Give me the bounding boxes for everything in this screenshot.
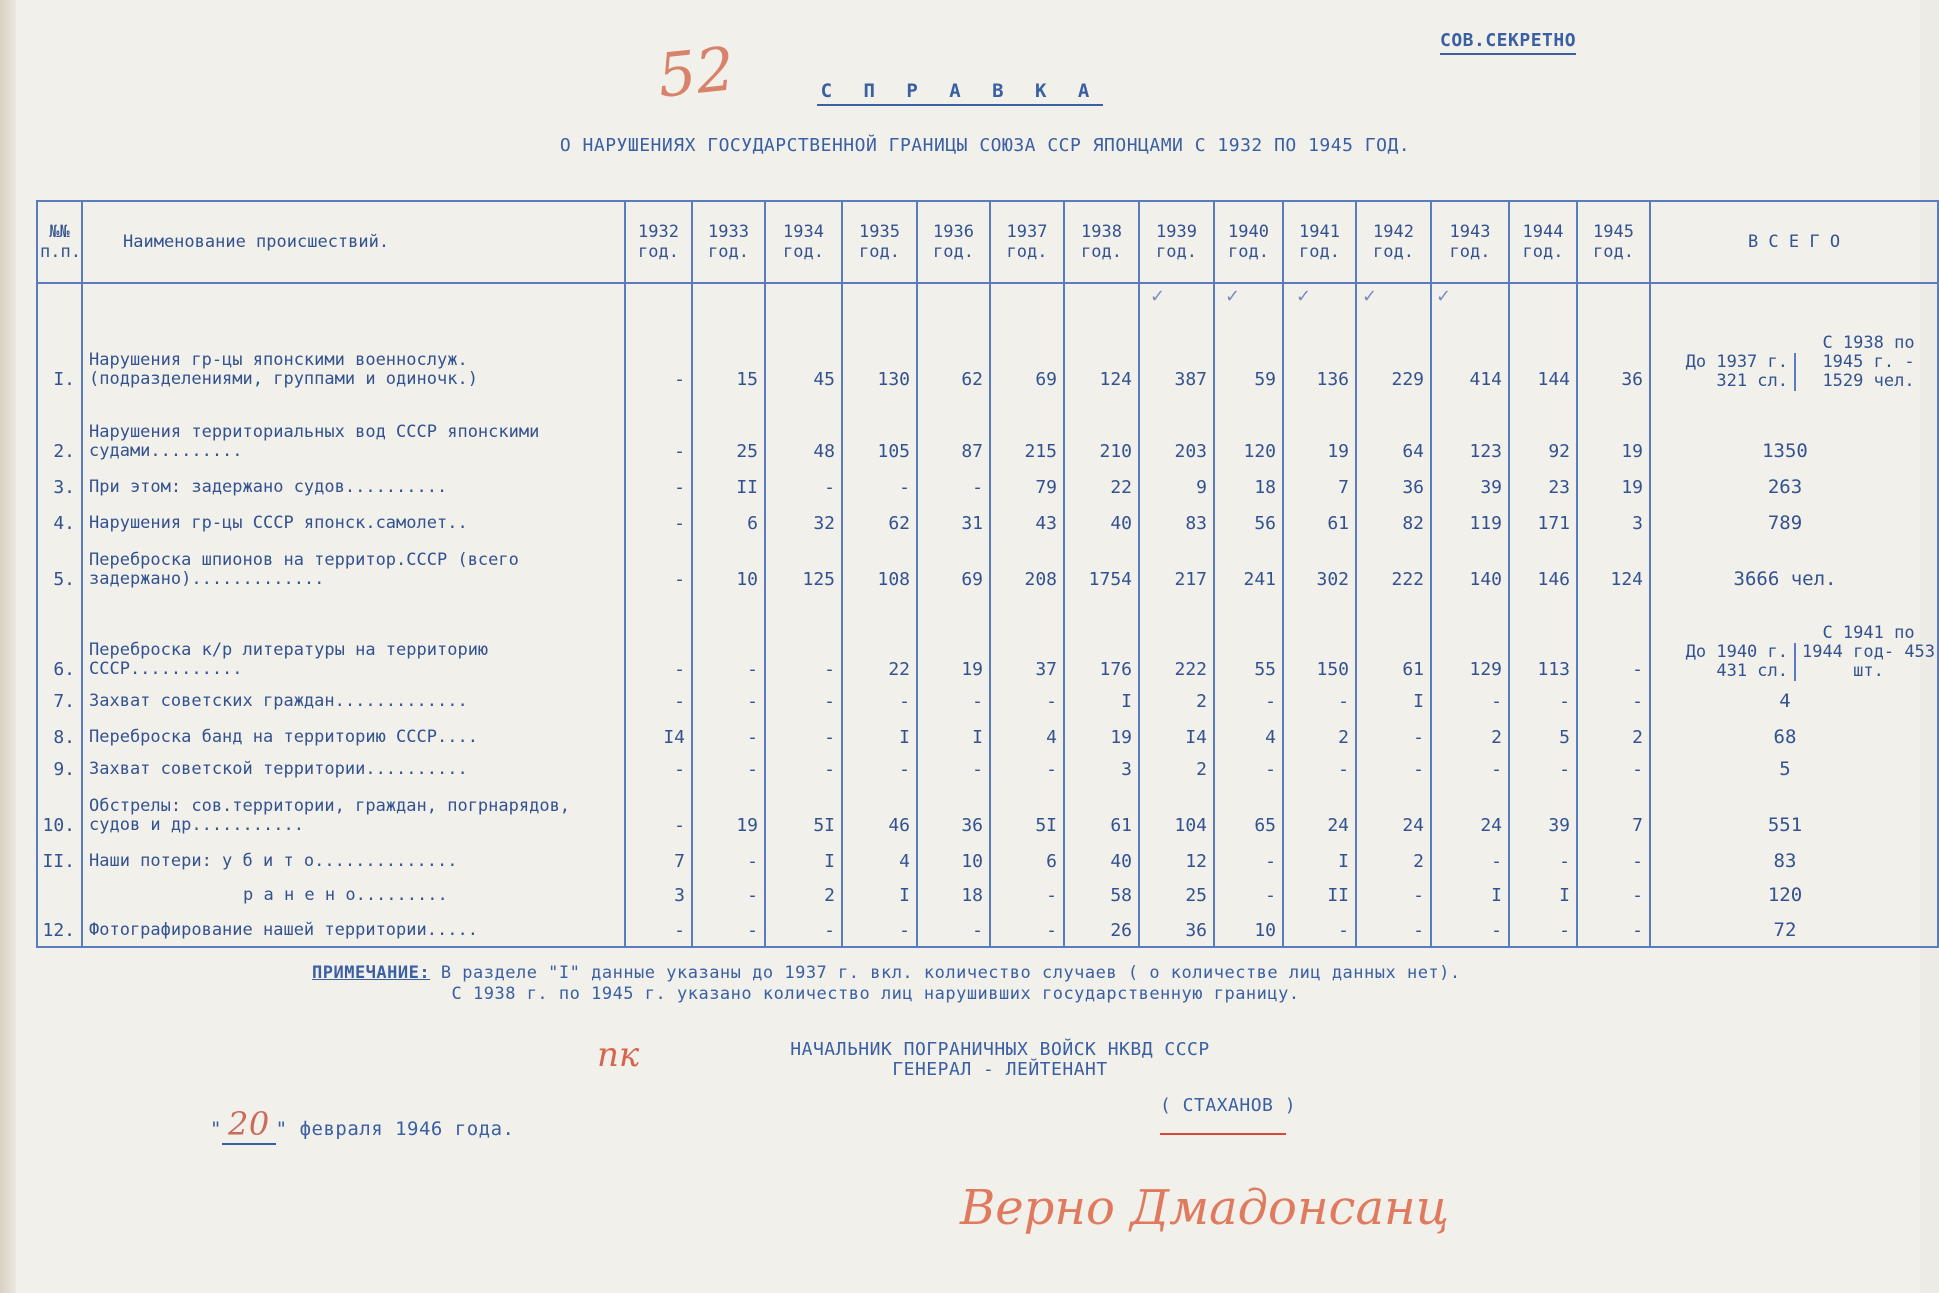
row-description: Нарушения гр-цы японскими военнослуж. (подразделениями, группами и одиночк.) [82, 283, 625, 395]
year-value-cell: - [917, 467, 990, 503]
table-row [37, 685, 1938, 717]
year-value-cell: 24 [1283, 785, 1356, 841]
year-value-cell: 302 [1283, 539, 1356, 595]
document-subtitle: О НАРУШЕНИЯХ ГОСУДАРСТВЕННОЙ ГРАНИЦЫ СОЮЗА ССР ЯПОНЦАМИ С 1932 ПО 1945 ГОД. [559, 135, 1411, 156]
year-value-cell: I [842, 877, 917, 911]
year-value-cell: 6 [990, 841, 1064, 877]
year-value-cell: - [625, 753, 692, 785]
year-value-cell: 2 [1577, 717, 1650, 753]
year-value-cell: 2 [1283, 717, 1356, 753]
year-value-cell: 36 [1356, 467, 1431, 503]
year-value-cell: 125 [765, 539, 842, 595]
year-value-cell: - [625, 539, 692, 595]
column-header-year: 1932 год. [625, 201, 692, 283]
year-value-cell: 24 [1431, 785, 1509, 841]
year-value-cell: 6 [692, 503, 765, 539]
year-value-cell: 10 [1214, 911, 1283, 947]
year-value-cell: - [765, 685, 842, 717]
year-value-cell: - [625, 911, 692, 947]
row-number: I. [37, 283, 82, 395]
year-value-cell: 19 [1577, 467, 1650, 503]
row-description: Переброска к/р литературы на территорию СССР........... [82, 595, 625, 685]
total-cell: 3666 чел. [1650, 539, 1938, 595]
footnote-label: ПРИМЕЧАНИЕ: [312, 963, 431, 983]
year-value-cell: 45 [765, 283, 842, 395]
year-value-cell: 203 [1139, 395, 1214, 467]
year-value-cell: 130 [842, 283, 917, 395]
row-description: Переброска шпионов на территор.СССР (всего задержано)............. [82, 539, 625, 595]
table-row [37, 841, 1938, 877]
year-value-cell: - [1509, 911, 1577, 947]
total-cell: 1350 [1650, 395, 1938, 467]
table-row [37, 911, 1938, 947]
year-value-cell: - [1214, 877, 1283, 911]
year-value-cell: 104 [1139, 785, 1214, 841]
signature-line [1160, 1133, 1286, 1135]
year-value-cell: 39 [1509, 785, 1577, 841]
total-cell: 789 [1650, 503, 1938, 539]
year-value-cell: - [1356, 877, 1431, 911]
year-value-cell: 59 [1214, 283, 1283, 395]
check-mark-icon: ✓ [1296, 286, 1312, 307]
year-value-cell: 61 [1356, 595, 1431, 685]
year-value-cell: 61 [1064, 785, 1139, 841]
year-value-cell: - [842, 467, 917, 503]
year-value-cell: - [1509, 841, 1577, 877]
year-value-cell: 4 [990, 717, 1064, 753]
year-value-cell: - [1214, 685, 1283, 717]
year-value-cell: 119 [1431, 503, 1509, 539]
row-description: Захват советской территории.......... [82, 753, 625, 785]
year-value-cell: - [990, 685, 1064, 717]
year-value-cell: 24 [1356, 785, 1431, 841]
year-value-cell: 36 [1139, 911, 1214, 947]
row-number: 8. [37, 717, 82, 753]
date-day: 20 [222, 1105, 276, 1145]
table-row [37, 717, 1938, 753]
year-value-cell: 48 [765, 395, 842, 467]
year-value-cell: - [1509, 753, 1577, 785]
total-split [1651, 334, 1937, 395]
year-value-cell: 61 [1283, 503, 1356, 539]
year-value-cell: 25 [692, 395, 765, 467]
year-value-cell: I [1064, 685, 1139, 717]
total-before: До 1940 г. 431 сл. [1651, 643, 1796, 681]
total-before: До 1937 г. 321 сл. [1651, 353, 1796, 391]
row-number: 7. [37, 685, 82, 717]
year-value-cell: 56 [1214, 503, 1283, 539]
year-value-cell: - [692, 595, 765, 685]
year-value-cell: - [1577, 685, 1650, 717]
year-value-cell: 64 [1356, 395, 1431, 467]
check-mark-icon: ✓ [1225, 286, 1241, 307]
table-row [37, 785, 1938, 841]
year-value-cell: - [1214, 841, 1283, 877]
year-value-cell: 40 [1064, 503, 1139, 539]
total-cell: 4 [1650, 685, 1938, 717]
year-value-cell: - [842, 685, 917, 717]
handwritten-initials: пк [597, 1035, 640, 1075]
year-value-cell: 26 [1064, 911, 1139, 947]
year-value-cell: - [765, 467, 842, 503]
footnote [312, 963, 1461, 1005]
year-value-cell: - [1431, 753, 1509, 785]
year-value-cell: - [917, 911, 990, 947]
year-value-cell: 37 [990, 595, 1064, 685]
year-value-cell: 5 [1509, 717, 1577, 753]
year-value-cell: I4 [625, 717, 692, 753]
year-value-cell: - [842, 911, 917, 947]
year-value-cell: - [625, 595, 692, 685]
year-value-cell: 222 [1139, 595, 1214, 685]
year-value-cell: - [1283, 685, 1356, 717]
year-value-cell: - [1356, 911, 1431, 947]
year-value-cell: 22 [842, 595, 917, 685]
year-value-cell: - [1214, 753, 1283, 785]
row-number: 5. [37, 539, 82, 595]
year-value-cell: - [990, 753, 1064, 785]
signatory-rank: ГЕНЕРАЛ - ЛЕЙТЕНАНТ [892, 1059, 1108, 1080]
row-number: 6. [37, 595, 82, 685]
year-value-cell: - [1431, 911, 1509, 947]
table-row [37, 283, 1938, 395]
year-value-cell: 69 [917, 539, 990, 595]
year-value-cell: 129 [1431, 595, 1509, 685]
column-header-year: 1942 год. [1356, 201, 1431, 283]
year-value-cell: 215 [990, 395, 1064, 467]
year-value-cell: 9 [1139, 467, 1214, 503]
year-value-cell: - [990, 911, 1064, 947]
year-value-cell: 1754 [1064, 539, 1139, 595]
document-title [0, 80, 1920, 102]
year-value-cell: 5I [990, 785, 1064, 841]
total-split-cell [1650, 283, 1938, 395]
total-split [1651, 624, 1937, 685]
year-value-cell: 210 [1064, 395, 1139, 467]
year-value-cell: - [1283, 753, 1356, 785]
year-value-cell: 2 [1356, 841, 1431, 877]
year-value-cell: 4 [842, 841, 917, 877]
year-value-cell: 124 [1577, 539, 1650, 595]
title-text: С П Р А В К А [817, 80, 1104, 106]
year-value-cell: - [692, 717, 765, 753]
date-rest: февраля 1946 года. [287, 1118, 515, 1140]
year-value-cell: I [1283, 841, 1356, 877]
row-description: При этом: задержано судов.......... [82, 467, 625, 503]
year-value-cell: 105 [842, 395, 917, 467]
table-row [37, 753, 1938, 785]
year-value-cell: 3 [625, 877, 692, 911]
year-value-cell: 136 [1283, 283, 1356, 395]
row-description: Обстрелы: сов.территории, граждан, погрнарядов, судов и др........... [82, 785, 625, 841]
year-value-cell: 19 [1283, 395, 1356, 467]
total-after: С 1941 по 1944 год- 453 шт. [1801, 623, 1936, 681]
year-value-cell: 79 [990, 467, 1064, 503]
table-row [37, 595, 1938, 685]
year-value-cell: 40 [1064, 841, 1139, 877]
year-value-cell: 19 [1577, 395, 1650, 467]
table-header-row [37, 201, 1938, 283]
year-value-cell: 58 [1064, 877, 1139, 911]
year-value-cell: 22 [1064, 467, 1139, 503]
column-header-year: 1944 год. [1509, 201, 1577, 283]
year-value-cell: - [692, 911, 765, 947]
row-number: 9. [37, 753, 82, 785]
year-value-cell: 92 [1509, 395, 1577, 467]
column-header-year: 1939 год. [1139, 201, 1214, 283]
year-value-cell: I [1509, 877, 1577, 911]
year-value-cell: - [625, 503, 692, 539]
year-value-cell: 12 [1139, 841, 1214, 877]
year-value-cell: 18 [917, 877, 990, 911]
year-value-cell: - [625, 785, 692, 841]
table-row [37, 877, 1938, 911]
year-value-cell: 39 [1431, 467, 1509, 503]
signer-name: ( СТАХАНОВ ) [1160, 1095, 1297, 1116]
row-number: II. [37, 841, 82, 877]
total-cell: 5 [1650, 753, 1938, 785]
year-value-cell: - [1431, 685, 1509, 717]
year-value-cell: - [1577, 841, 1650, 877]
year-value-cell: 10 [917, 841, 990, 877]
column-header-total: В С Е Г О [1650, 201, 1938, 283]
year-value-cell: - [765, 911, 842, 947]
year-value-cell: - [765, 595, 842, 685]
year-value-cell: 19 [917, 595, 990, 685]
row-description: Переброска банд на территорию СССР.... [82, 717, 625, 753]
year-value-cell: 10 [692, 539, 765, 595]
year-value-cell: - [765, 753, 842, 785]
total-cell: 263 [1650, 467, 1938, 503]
year-value-cell: 208 [990, 539, 1064, 595]
year-value-cell: 36 [917, 785, 990, 841]
total-cell: 83 [1650, 841, 1938, 877]
row-number [37, 877, 82, 911]
year-value-cell: 7 [625, 841, 692, 877]
row-number: 4. [37, 503, 82, 539]
page-edge [0, 0, 16, 1293]
column-header-year: 1933 год. [692, 201, 765, 283]
table-row [37, 467, 1938, 503]
year-value-cell: 46 [842, 785, 917, 841]
row-description: Нарушения гр-цы СССР японск.самолет.. [82, 503, 625, 539]
year-value-cell: 19 [1064, 717, 1139, 753]
year-value-cell: 65 [1214, 785, 1283, 841]
footnote-text: В разделе "I" данные указаны до 1937 г. вкл. количество случаев ( о количестве лиц данных нет). С 1938 г. по 1945 г. указано количество лиц нарушивших государственную границу. [440, 963, 1461, 1004]
table-row [37, 395, 1938, 467]
year-value-cell: 176 [1064, 595, 1139, 685]
year-value-cell: 146 [1509, 539, 1577, 595]
year-value-cell: 144 [1509, 283, 1577, 395]
year-value-cell: - [1431, 841, 1509, 877]
year-value-cell: 2 [1139, 753, 1214, 785]
year-value-cell: - [625, 685, 692, 717]
year-value-cell: 36 [1577, 283, 1650, 395]
check-mark-icon: ✓ [1150, 286, 1166, 307]
row-description: Нарушения территориальных вод СССР японскими судами......... [82, 395, 625, 467]
column-header-name: Наименование происшествий. [82, 201, 625, 283]
year-value-cell: 3 [1064, 753, 1139, 785]
year-value-cell: 222 [1356, 539, 1431, 595]
year-value-cell: I4 [1139, 717, 1214, 753]
row-description: Наши потери: у б и т о.............. [82, 841, 625, 877]
row-description: Фотографирование нашей территории..... [82, 911, 625, 947]
year-value-cell: 217 [1139, 539, 1214, 595]
year-value-cell: - [765, 717, 842, 753]
column-header-year: 1935 год. [842, 201, 917, 283]
year-value-cell: 55 [1214, 595, 1283, 685]
year-value-cell: 82 [1356, 503, 1431, 539]
year-value-cell: 5I [765, 785, 842, 841]
year-value-cell: - [1509, 685, 1577, 717]
year-value-cell: 387 [1139, 283, 1214, 395]
violations-table [36, 200, 1939, 948]
total-after: С 1938 по 1945 г. - 1529 чел. [1822, 333, 1915, 391]
year-value-cell: - [990, 877, 1064, 911]
year-value-cell: I [1431, 877, 1509, 911]
year-value-cell: 150 [1283, 595, 1356, 685]
total-cell: 72 [1650, 911, 1938, 947]
year-value-cell: 83 [1139, 503, 1214, 539]
classification-stamp: СОВ.СЕКРЕТНО [1440, 30, 1576, 55]
column-header-year: 1941 год. [1283, 201, 1356, 283]
column-header-year: 1934 год. [765, 201, 842, 283]
document-date: " 20 " февраля 1946 года. [210, 1105, 515, 1143]
year-value-cell: 123 [1431, 395, 1509, 467]
check-mark-icon: ✓ [1436, 286, 1452, 307]
year-value-cell: 31 [917, 503, 990, 539]
column-header-year: 1936 год. [917, 201, 990, 283]
year-value-cell: - [692, 685, 765, 717]
column-header-year: 1938 год. [1064, 201, 1139, 283]
year-value-cell: - [625, 467, 692, 503]
year-value-cell: 414 [1431, 283, 1509, 395]
year-value-cell: - [625, 395, 692, 467]
year-value-cell: - [1577, 911, 1650, 947]
total-split-cell [1650, 595, 1938, 685]
year-value-cell: II [1283, 877, 1356, 911]
year-value-cell: 2 [765, 877, 842, 911]
year-value-cell: I [917, 717, 990, 753]
table-row [37, 503, 1938, 539]
year-value-cell: 113 [1509, 595, 1577, 685]
year-value-cell: 241 [1214, 539, 1283, 595]
year-value-cell: 2 [1139, 685, 1214, 717]
row-number: 2. [37, 395, 82, 467]
year-value-cell: - [917, 753, 990, 785]
year-value-cell: 18 [1214, 467, 1283, 503]
year-value-cell: I [765, 841, 842, 877]
year-value-cell: I [842, 717, 917, 753]
signatory-position: НАЧАЛЬНИК ПОГРАНИЧНЫХ ВОЙСК НКВД СССР [790, 1039, 1210, 1060]
year-value-cell: 19 [692, 785, 765, 841]
year-value-cell: 62 [917, 283, 990, 395]
year-value-cell: 87 [917, 395, 990, 467]
year-value-cell: 2 [1431, 717, 1509, 753]
row-description: р а н е н о......... [82, 877, 625, 911]
year-value-cell: 229 [1356, 283, 1431, 395]
total-cell: 68 [1650, 717, 1938, 753]
row-number: 3. [37, 467, 82, 503]
column-header-year: 1937 год. [990, 201, 1064, 283]
year-value-cell: - [692, 841, 765, 877]
year-value-cell: 171 [1509, 503, 1577, 539]
signatory-title [0, 1040, 1920, 1080]
column-header-number: №№ п.п. [37, 201, 82, 283]
year-value-cell: - [692, 753, 765, 785]
year-value-cell: 32 [765, 503, 842, 539]
year-value-cell: - [1356, 717, 1431, 753]
year-value-cell: 25 [1139, 877, 1214, 911]
year-value-cell: 69 [990, 283, 1064, 395]
year-value-cell: - [917, 685, 990, 717]
year-value-cell: 108 [842, 539, 917, 595]
year-value-cell: - [692, 877, 765, 911]
row-description: Захват советских граждан............. [82, 685, 625, 717]
handwritten-number: 52 [654, 34, 738, 112]
year-value-cell: - [1577, 753, 1650, 785]
row-number: 10. [37, 785, 82, 841]
check-mark-icon: ✓ [1362, 286, 1378, 307]
year-value-cell: 23 [1509, 467, 1577, 503]
year-value-cell: - [1356, 753, 1431, 785]
total-cell: 120 [1650, 877, 1938, 911]
year-value-cell: II [692, 467, 765, 503]
column-header-year: 1945 год. [1577, 201, 1650, 283]
year-value-cell: 140 [1431, 539, 1509, 595]
row-number: 12. [37, 911, 82, 947]
year-value-cell: 15 [692, 283, 765, 395]
year-value-cell: - [1577, 595, 1650, 685]
year-value-cell: 120 [1214, 395, 1283, 467]
year-value-cell: I [1356, 685, 1431, 717]
table-row [37, 539, 1938, 595]
year-value-cell: 7 [1283, 467, 1356, 503]
total-cell: 551 [1650, 785, 1938, 841]
year-value-cell: 4 [1214, 717, 1283, 753]
year-value-cell: - [1577, 877, 1650, 911]
year-value-cell: 124 [1064, 283, 1139, 395]
year-value-cell: 7 [1577, 785, 1650, 841]
year-value-cell: - [842, 753, 917, 785]
handwritten-signature: Верно Дмадонсанц [960, 1180, 1450, 1236]
year-value-cell: - [1283, 911, 1356, 947]
year-value-cell: 43 [990, 503, 1064, 539]
year-value-cell: 62 [842, 503, 917, 539]
year-value-cell: 3 [1577, 503, 1650, 539]
column-header-year: 1940 год. [1214, 201, 1283, 283]
year-value-cell: - [625, 283, 692, 395]
column-header-year: 1943 год. [1431, 201, 1509, 283]
